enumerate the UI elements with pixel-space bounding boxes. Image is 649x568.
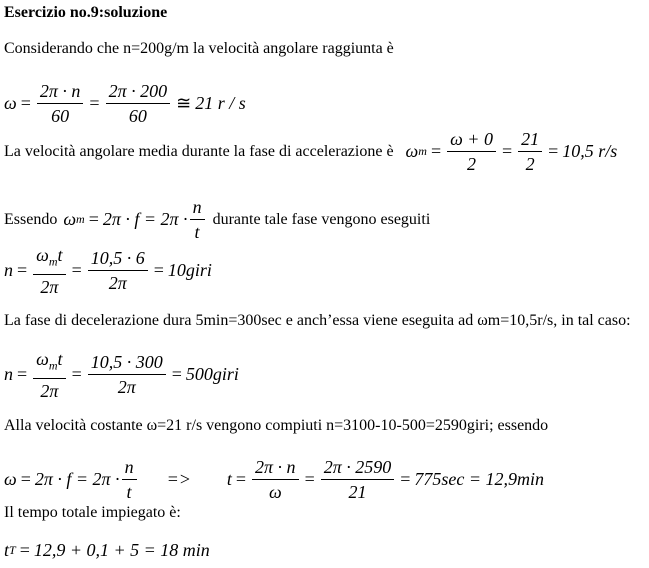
eq1-fraction-2: $\frac{2\pi \cdot 200}{60}$	[106, 80, 171, 127]
eq5-fraction-1: $\frac{\omega_mt}{2\pi}$	[33, 348, 65, 402]
eq1-result: 21 r / s	[195, 93, 246, 113]
eq2-fraction-2: $\frac{21}{2}$	[518, 128, 542, 175]
paragraph-6: Il tempo totale impiegato è:	[4, 504, 181, 521]
equation-7: t T = 12,9 + 0,1 + 5 = 18 min	[4, 540, 210, 560]
eq5-fraction-2: $\frac{10,5 \cdot 300}{2\pi}$	[88, 351, 166, 398]
paragraph-3-pre: Essendo	[4, 210, 58, 228]
paragraph-1: Considerando che n=200g/m la velocità angolare raggiunta è	[4, 40, 394, 57]
equation-5: n = $\frac{\omega_mt}{2\pi}$ = $\frac{10,5 \cdot 300}{2\pi}$ = 500giri	[4, 349, 239, 401]
eq5-result: 500giri	[185, 364, 239, 385]
page-title: Esercizio no.9:soluzione	[4, 4, 168, 21]
eq7-lhs: t	[4, 540, 10, 560]
paragraph-3-post: durante tale fase vengono eseguiti	[212, 210, 431, 228]
paragraph-3-with-equation: Essendo ω m = 2π · f = 2π · $\frac{n}{t}$ durante tale fase vengono eseguiti	[4, 197, 431, 242]
equation-1: ω = $\frac{2\pi \cdot n}{60}$ = $\frac{2\pi \cdot 200}{60}$ ≅ 21 r / s	[4, 81, 246, 126]
eq1-fraction-1: $\frac{2\pi \cdot n}{60}$	[37, 80, 84, 127]
eq7-rhs: 12,9 + 0,1 + 5 = 18 min	[33, 540, 210, 560]
eq3-fraction: $\frac{n}{t}$	[190, 196, 205, 243]
eq6-fraction-2: $\frac{2\pi \cdot 2590}{21}$	[321, 456, 395, 503]
eq6-lhs-2: t	[226, 469, 232, 489]
paragraph-2-with-equation: La velocità angolare media durante la fase di accelerazione è ω m = $\frac{\omega + 0}{2}$ = $\frac{21}{2}$ = 10,5 r/s	[4, 129, 618, 174]
eq3-lhs: ω	[63, 209, 77, 229]
equation-6: ω = 2π · f = 2π · $\frac{n}{t}$ => t = $\frac{2\pi \cdot n}{\omega}$ = $\frac{2\pi \cdot 2590}{21}$ = 775sec = 12,9min	[4, 457, 545, 502]
eq6-fraction-1: $\frac{2\pi \cdot n}{\omega}$	[252, 456, 299, 503]
eq6-lhs: ω	[4, 469, 17, 489]
eq2-result: 10,5 r/s	[562, 141, 618, 161]
eq2-fraction-1: $\frac{\omega + 0}{2}$	[447, 128, 496, 175]
eq6-result: 775sec = 12,9min	[414, 469, 545, 489]
eq6-arrow: =>	[166, 469, 191, 489]
eq2-lhs: ω	[405, 141, 419, 161]
eq1-lhs: ω	[4, 93, 17, 113]
eq6-fraction-0: $\frac{n}{t}$	[122, 456, 137, 503]
eq4-fraction-2: $\frac{10,5 \cdot 6}{2\pi}$	[88, 247, 148, 294]
eq6-middle: 2π · f = 2π ·	[34, 469, 120, 489]
eq4-fraction-1: $\frac{\omega_mt}{2\pi}$	[33, 244, 65, 298]
eq5-lhs: n	[4, 364, 13, 385]
eq4-lhs: n	[4, 260, 13, 281]
paragraph-4: La fase di decelerazione dura 5min=300sec e anch’essa viene eseguita ad ωm=10,5r/s, in tal caso:	[4, 312, 631, 329]
paragraph-2: La velocità angolare media durante la fase di accelerazione è	[4, 142, 394, 160]
eq3-middle: 2π · f = 2π ·	[102, 209, 188, 229]
eq4-result: 10giri	[167, 260, 212, 281]
paragraph-5: Alla velocità costante ω=21 r/s vengono compiuti n=3100-10-500=2590giri; essendo	[4, 417, 549, 434]
equation-4: n = $\frac{\omega_mt}{2\pi}$ = $\frac{10,5 \cdot 6}{2\pi}$ = 10giri	[4, 245, 212, 297]
